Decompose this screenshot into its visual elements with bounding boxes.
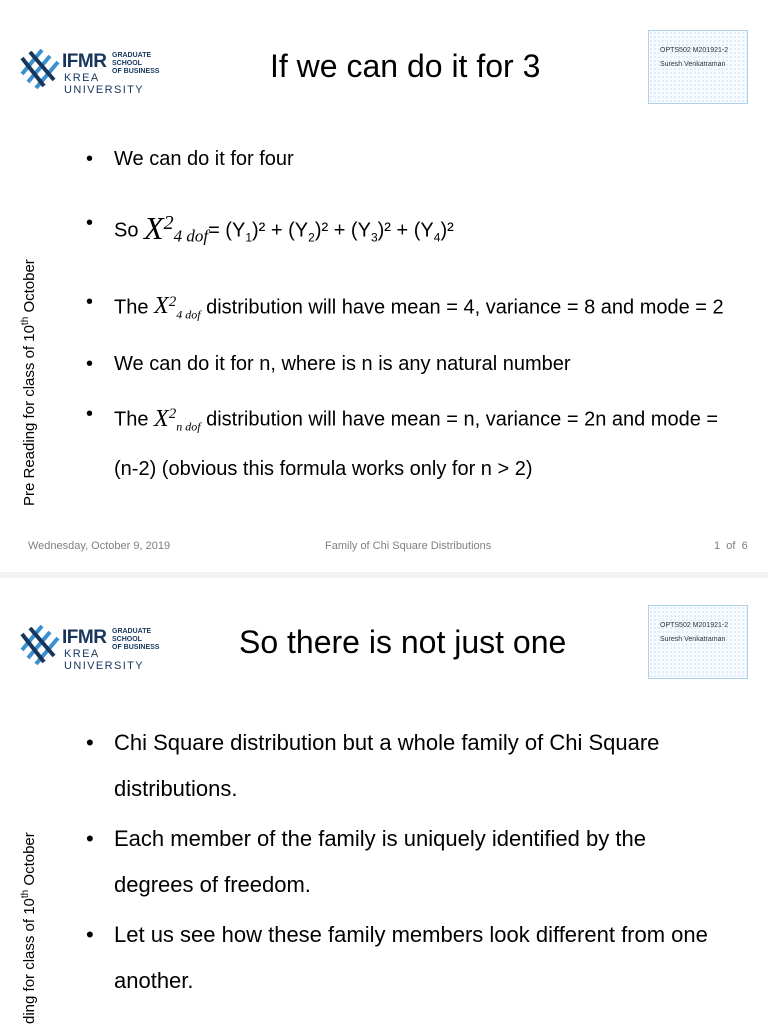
footer-page-number: 1 of 6 (714, 540, 748, 552)
slide-title: If we can do it for 3 (270, 48, 541, 84)
footer-date: Wednesday, October 9, 2019 (28, 540, 171, 552)
bullet-list (86, 138, 726, 490)
course-code: OPTS502 M201921-2 (660, 622, 729, 629)
course-stamp (648, 30, 748, 104)
side-caption: Pre Reading for class of 10th October (20, 259, 38, 506)
instructor-name: Suresh Venkatraman (660, 61, 726, 68)
bullet-item: • Each member of the family is uniquely identified by the degrees of freedom. (86, 816, 726, 908)
footer-title: Family of Chi Square Distributions (325, 540, 492, 552)
logo-weave-icon (18, 44, 62, 94)
chi-symbol: X (154, 405, 169, 432)
logo-university-text: KREA UNIVERSITY (64, 72, 145, 96)
bullet-item: • Chi Square distribution but a whole family of Chi Square distributions. (86, 720, 726, 812)
bullet-item: • So $X^2_{4 dof}= (Y_1)^2 + (Y_2)^2 + (Y_3)^2 + (Y_4)^2$ (86, 202, 726, 259)
instructor-name: Suresh Venkatraman (660, 636, 726, 643)
logo-school-text: GRADUATE SCHOOL OF BUSINESS (112, 628, 160, 651)
bullet-item: • Let us see how these family members look different from one another. (86, 912, 726, 1004)
logo-ifmr-text: IFMR (62, 51, 107, 72)
chi-symbol: X (144, 209, 164, 246)
course-code: OPTS502 M201921-2 (660, 47, 729, 54)
ifmr-krea-logo (18, 620, 183, 674)
course-stamp (648, 605, 748, 679)
logo-weave-icon (18, 620, 62, 670)
bullet-item: • We can do it for n, where is n is any natural number (86, 343, 726, 385)
chi-symbol: X (154, 293, 169, 320)
side-caption: ding for class of 10th October (20, 832, 38, 1024)
bullet-item: • We can do it for four (86, 138, 726, 180)
logo-school-text: GRADUATE SCHOOL OF BUSINESS (112, 52, 160, 75)
ifmr-krea-logo (18, 44, 183, 98)
logo-ifmr-text: IFMR (62, 627, 107, 648)
bullet-item: • The $X^2_{n dof}$ distribution will have mean = n, variance = 2n and mode = (n-2) (obvious this formula works only for n > 2) (86, 393, 726, 490)
slide-title: So there is not just one (239, 624, 567, 660)
bullet-list (86, 720, 726, 1008)
bullet-item: • The $X^2_{4 dof}$ distribution will have mean = 4, variance = 8 and mode = 2 (86, 281, 726, 336)
logo-university-text: KREA UNIVERSITY (64, 648, 145, 672)
